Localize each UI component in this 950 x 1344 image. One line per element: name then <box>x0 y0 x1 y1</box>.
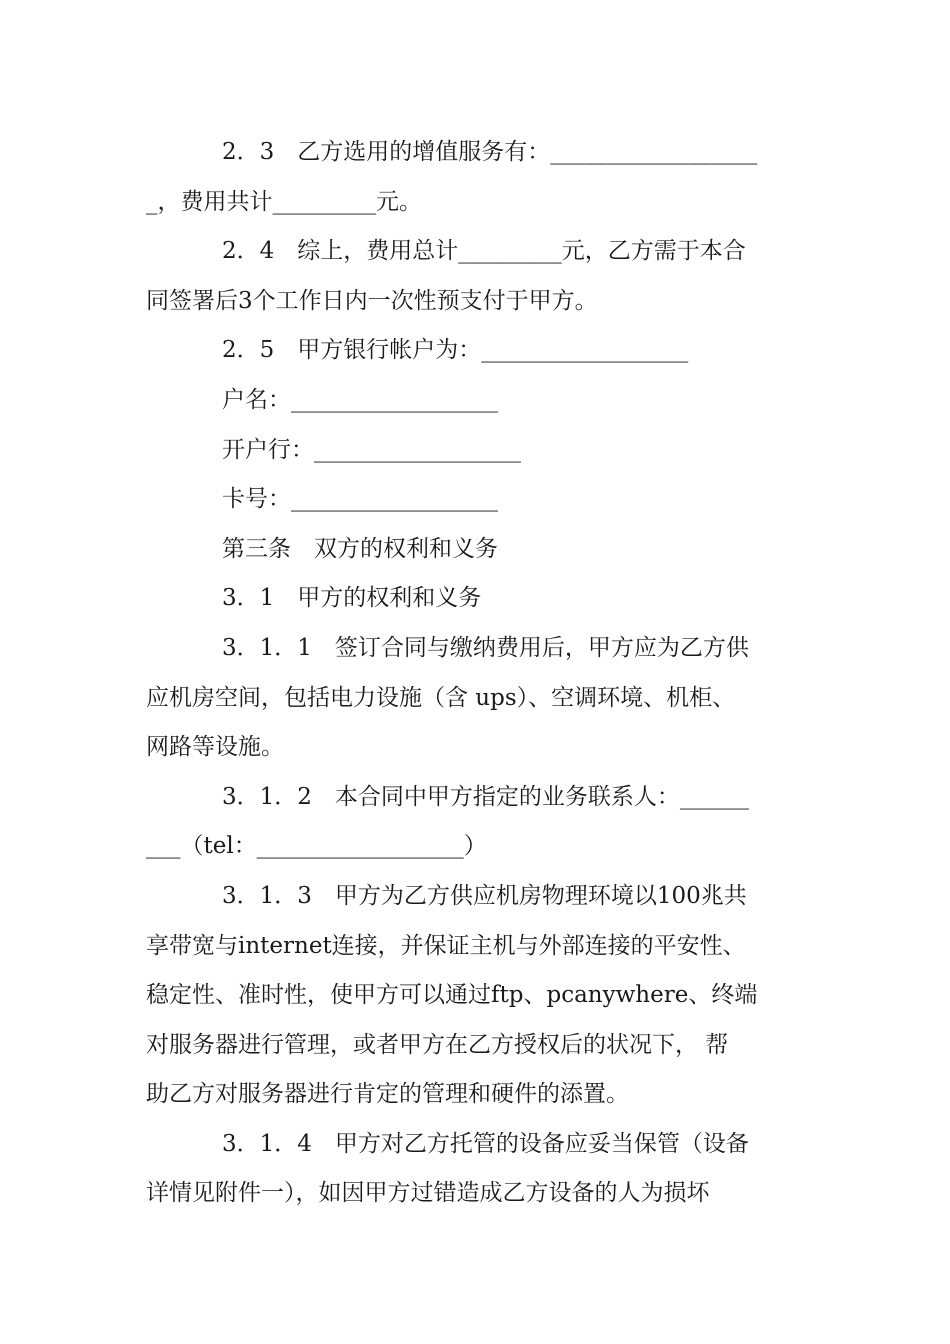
clause-3-1-3-line-3: 稳定性、准时性，使甲方可以通过ftp、pcanywhere、终端 <box>146 982 758 1009</box>
clause-2-4-line-1: 2．4 综上，费用总计_________元，乙方需于本合 <box>222 238 746 265</box>
article-3-heading: 第三条 双方的权利和义务 <box>222 535 498 562</box>
bank-branch-line: 开户行：__________________ <box>222 436 521 463</box>
clause-2-5-bank-account: 2．5 甲方银行帐户为：__________________ <box>222 337 689 364</box>
clause-2-3-line-1: 2．3 乙方选用的增值服务有：__________________ <box>222 139 758 165</box>
clause-3-1-2-line-2: ___（tel：__________________） <box>146 833 487 860</box>
contract-body <box>146 128 810 1219</box>
clause-3-1-2-line-1: 3．1．2 本合同中甲方指定的业务联系人：______ <box>222 783 749 810</box>
account-name-line: 户名：__________________ <box>222 386 498 413</box>
clause-3-1-1-line-2: 应机房空间，包括电力设施（含 ups）、空调环境、机柜、 <box>146 684 736 711</box>
clause-3-1-heading: 3．1 甲方的权利和义务 <box>222 585 482 612</box>
clause-3-1-4-line-2: 详情见附件一），如因甲方过错造成乙方设备的人为损坏 <box>146 1180 710 1207</box>
clause-2-3-line-2: _，费用共计_________元。 <box>146 188 422 215</box>
clause-3-1-3-line-1: 3．1．3 甲方为乙方供应机房物理环境以100兆共 <box>222 882 747 909</box>
clause-3-1-1-line-1: 3．1．1 签订合同与缴纳费用后，甲方应为乙方供 <box>222 634 749 661</box>
clause-3-1-3-line-2: 享带宽与internet连接，并保证主机与外部连接的平安性、 <box>146 932 746 959</box>
clause-3-1-1-line-3: 网路等设施。 <box>146 734 284 761</box>
clause-3-1-4-line-1: 3．1．4 甲方对乙方托管的设备应妥当保管（设备 <box>222 1130 749 1157</box>
clause-3-1-3-line-4: 对服务器进行管理，或者甲方在乙方授权后的状况下， 帮 <box>146 1031 729 1058</box>
clause-3-1-3-line-5: 助乙方对服务器进行肯定的管理和硬件的添置。 <box>146 1081 629 1108</box>
clause-2-4-line-2: 同签署后3个工作日内一次性预支付于甲方。 <box>146 287 598 314</box>
card-number-line: 卡号：__________________ <box>222 486 498 513</box>
